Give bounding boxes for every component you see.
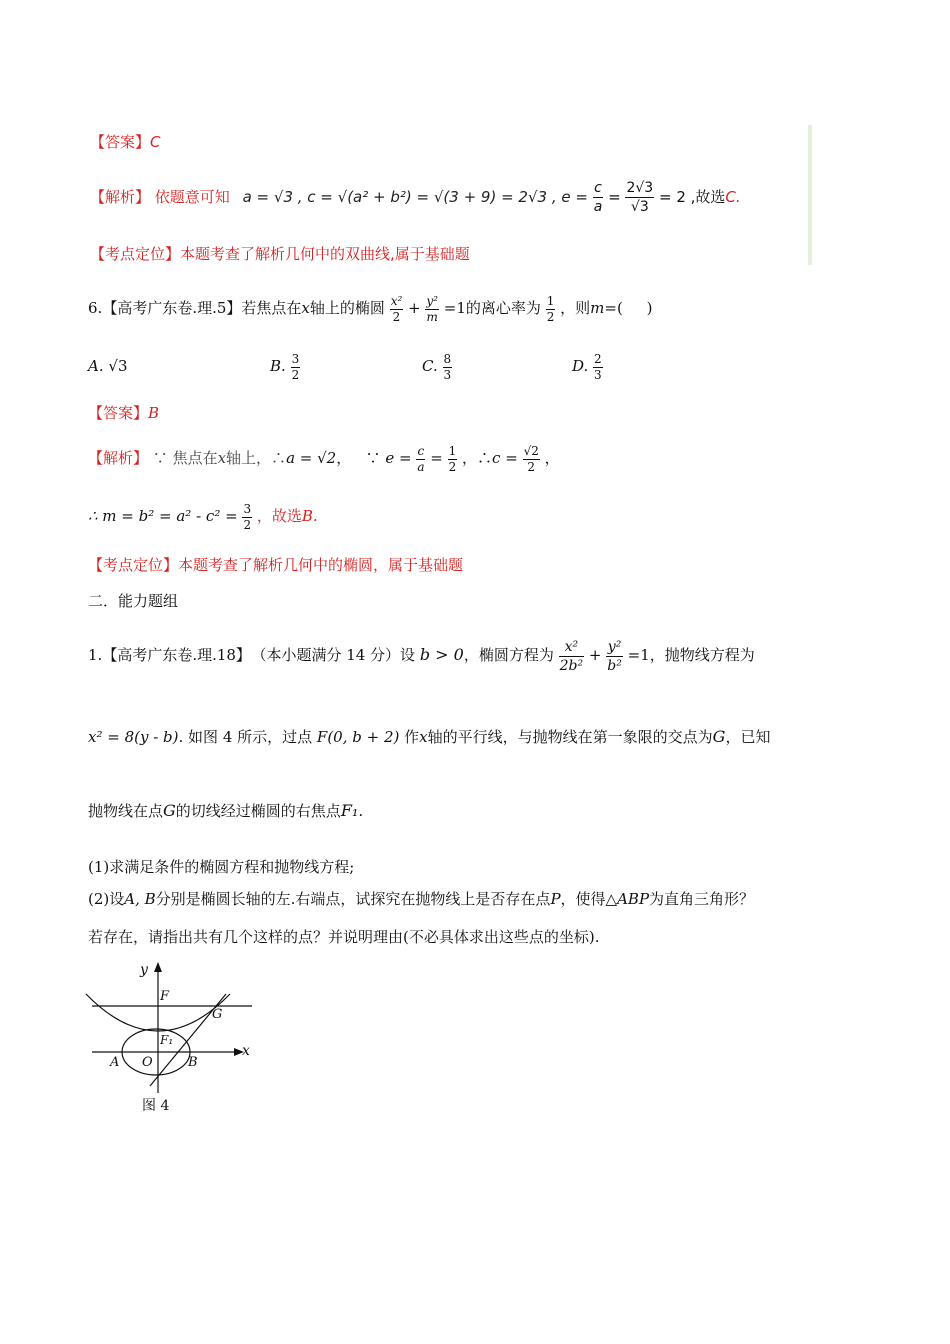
answer-value: C: [150, 133, 161, 151]
q6-option-c: C. $\frac{8}{3}$: [422, 351, 452, 382]
label-y: y: [140, 962, 148, 978]
q6-paren: ( ): [616, 299, 653, 317]
q6-stem: [88, 288, 652, 328]
label-A: A: [110, 1055, 120, 1070]
q6-answer-label: 【答案】: [88, 404, 149, 422]
figure-4: [80, 958, 270, 1118]
q6-analysis-line2: ∴ m = b² = a² - c² = $\frac{3}{2}$ ，故选B.: [88, 501, 318, 532]
y-axis-arrow: [154, 962, 162, 972]
q1-sub2: (2)设A, B分别是椭圆长轴的左.右端点，试探究在抛物线上是否存在点P，使得△ABP为直角三角形？: [88, 890, 755, 908]
q6-text2: 轴上的椭圆: [309, 299, 385, 317]
box-answer-line: [90, 131, 161, 152]
q6-eq1: =1: [443, 299, 466, 317]
label-F1: F₁: [160, 1033, 174, 1047]
q1-cond: b > 0: [419, 645, 464, 664]
q6-point-line: [88, 554, 463, 575]
q6-option-a: A. √3: [88, 357, 128, 375]
q6-option-d: D. $\frac{2}{3}$: [572, 351, 602, 382]
q6-analysis-line1: 【解析】 ∵ 焦点在x轴上，∴a = √2， ∵ e = $\frac{c}{a}$ = $\frac{1}{2}$ ，∴c = $\frac{√2}{2}$ ，: [88, 443, 560, 474]
q6-point-text: 本题考查了解析几何中的椭圆，属于基础题: [178, 556, 464, 574]
box-point-line: [90, 243, 470, 264]
q1-sub1: (1)求满足条件的椭圆方程和抛物线方程;: [88, 858, 355, 876]
analysis-lead: 依题意可知: [154, 188, 230, 206]
analysis-end: C.: [725, 188, 741, 206]
q6-source: 【高考广东卷.理.5】: [102, 299, 242, 317]
analysis-eq: =: [608, 188, 621, 206]
answer-label: 【答案】: [90, 133, 151, 151]
section-title: 二．能力题组: [88, 592, 179, 610]
q1-stem-line3: 抛物线在点G的切线经过椭圆的右焦点F₁.: [88, 801, 364, 820]
q6-number: 6.: [88, 299, 103, 317]
label-B: B: [188, 1055, 198, 1070]
q6-frac-half: $\frac{1}{2}$: [546, 293, 555, 324]
q6-analysis-label: 【解析】: [88, 449, 149, 467]
q6-point-label: 【考点定位】: [88, 556, 179, 574]
fraction-c-over-a: $\frac{c}{a}$: [593, 180, 603, 215]
label-x: x: [242, 1043, 250, 1059]
analysis-math-part1: a = √3 , c = √(a² + b²) = √(3 + 9) = 2√3 , e =: [242, 188, 588, 206]
q6-answer-line: [88, 402, 159, 423]
q6-text1: 若焦点在: [241, 299, 302, 317]
q6-text3: 的离心率为: [465, 299, 541, 317]
label-F: F: [160, 989, 170, 1004]
q6-answer-value: B: [148, 404, 160, 422]
label-G: G: [212, 1007, 223, 1022]
q1-stem-line2: x² = 8(y - b). 如图 4 所示，过点 F(0, b + 2) 作x轴的平行线，与抛物线在第一象限的交点为G，已知: [88, 727, 771, 746]
q6-frac-y2-over-m: $\frac{\text{y²}}{m}$: [426, 293, 438, 324]
q6-plus: +: [408, 299, 421, 317]
figure-caption: 图 4: [142, 1098, 170, 1114]
point-text: 本题考查了解析几何中的双曲线,属于基础题: [180, 245, 470, 263]
q6-option-b: B. $\frac{3}{2}$: [270, 351, 300, 382]
q6-frac-x2-over-2: $\frac{\text{x²}}{2}$: [390, 293, 403, 324]
q6-text4: ，则: [560, 299, 591, 317]
box-analysis-line: [90, 175, 741, 219]
box-side-bar: [808, 125, 812, 265]
q1-sub2-line2: 若存在，请指出共有几个这样的点？并说明理由(不必具体求出这些点的坐标).: [88, 928, 600, 946]
analysis-label: 【解析】: [90, 188, 151, 206]
q1-stem-line1: 1.【高考广东卷.理.18】 （本小题满分 14 分）设 b > 0，椭圆方程为 $\frac{\text{x²}}{\text{2b²}}$ + $\frac{\text{y²}}{\text{b²}}$ =1，抛物线方程为: [88, 638, 755, 674]
label-O: O: [142, 1055, 153, 1070]
analysis-tail: = 2 ,故选: [658, 188, 726, 206]
q6-var-m: m=: [590, 299, 617, 317]
fraction-2root3-over-root3: $\frac{2√3}{√3}$: [626, 180, 654, 215]
q6-var-x: x: [301, 299, 310, 317]
point-label: 【考点定位】: [90, 245, 181, 263]
